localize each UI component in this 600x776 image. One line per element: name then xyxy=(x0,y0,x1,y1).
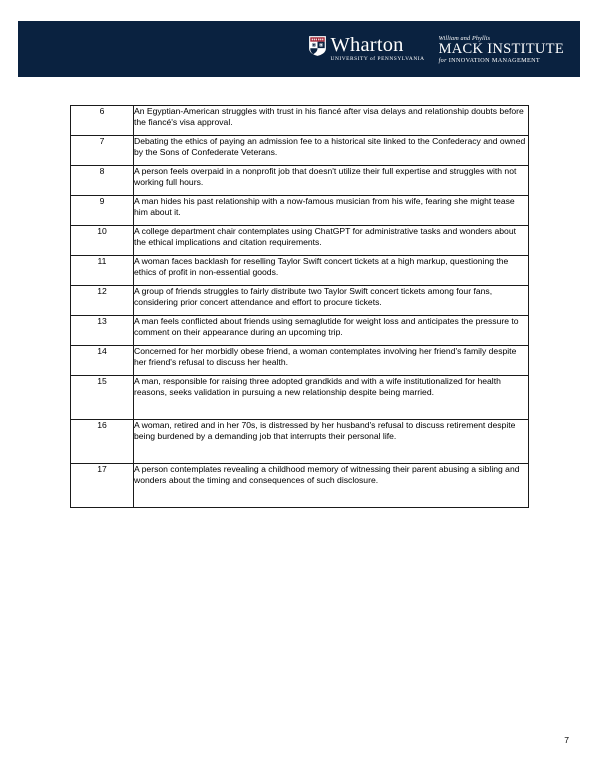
table-row xyxy=(71,136,529,166)
table-row xyxy=(71,226,529,256)
row-number-cell: 17 xyxy=(71,464,134,508)
row-description-cell: A group of friends struggles to fairly distribute two Taylor Swift concert tickets among four fans, considering prior concert attendance and effort to procure tickets. xyxy=(134,286,529,316)
table-row xyxy=(71,316,529,346)
row-description-cell: Debating the ethics of paying an admission fee to a historical site linked to the Confederacy and owned by the Sons of Confederate Veterans. xyxy=(134,136,529,166)
row-description-cell: A man hides his past relationship with a now-famous musician from his wife, fearing she might tease him about it. xyxy=(134,196,529,226)
wharton-subtitle: UNIVERSITY of PENNSYLVANIA xyxy=(330,56,425,62)
table-row xyxy=(71,106,529,136)
row-description-cell: A man, responsible for raising three adopted grandkids and with a wife institutionalized for health reasons, seeks validation in pursuing a new relationship despite being married. xyxy=(134,376,529,420)
page-number: 7 xyxy=(564,735,569,745)
row-description-cell: A college department chair contemplates using ChatGPT for administrative tasks and wonders about the ethical implications and citation requirements. xyxy=(134,226,529,256)
row-description-cell: An Egyptian-American struggles with trust in his fiancé after visa delays and relationship doubts before the fiancé's visa approval. xyxy=(134,106,529,136)
row-description-cell: A person feels overpaid in a nonprofit job that doesn't utilize their full expertise and struggles with not working full hours. xyxy=(134,166,529,196)
row-number-cell: 7 xyxy=(71,136,134,166)
row-number-cell: 15 xyxy=(71,376,134,420)
table-row xyxy=(71,166,529,196)
table-row xyxy=(71,420,529,464)
mack-subtitle xyxy=(439,57,564,65)
table-row xyxy=(71,286,529,316)
wharton-wordmark xyxy=(331,35,425,63)
row-number-cell: 16 xyxy=(71,420,134,464)
row-description-cell: A person contemplates revealing a childhood memory of witnessing their parent abusing a sibling and wonders about the timing and consequences of such disclosure. xyxy=(134,464,529,508)
penn-shield-icon xyxy=(309,36,326,56)
mack-subtitle-for: for xyxy=(438,56,447,64)
mack-institute-logo xyxy=(439,34,564,65)
row-number-cell: 8 xyxy=(71,166,134,196)
row-description-cell: Concerned for her morbidly obese friend, a woman contemplates involving her friend's family despite her friend's refusal to discuss her health. xyxy=(134,346,529,376)
wharton-name: Wharton xyxy=(330,34,404,56)
wharton-logo xyxy=(309,35,425,63)
table-row xyxy=(71,196,529,226)
row-number-cell: 6 xyxy=(71,106,134,136)
row-number-cell: 13 xyxy=(71,316,134,346)
row-number-cell: 14 xyxy=(71,346,134,376)
table-row xyxy=(71,346,529,376)
scenario-table xyxy=(70,105,529,508)
mack-name: MACK INSTITUTE xyxy=(438,40,564,57)
table-row xyxy=(71,464,529,508)
mack-subtitle-rest: INNOVATION MANAGEMENT xyxy=(448,56,541,64)
row-number-cell: 10 xyxy=(71,226,134,256)
row-number-cell: 12 xyxy=(71,286,134,316)
row-description-cell: A woman, retired and in her 70s, is distressed by her husband's refusal to discuss retirement despite being burdened by a demanding job that interrupts their personal life. xyxy=(134,420,529,464)
table-row xyxy=(71,376,529,420)
row-description-cell: A man feels conflicted about friends using semaglutide for weight loss and anticipates the pressure to comment on their appearance during an upcoming trip. xyxy=(134,316,529,346)
scenario-table-body xyxy=(71,106,529,508)
row-number-cell: 11 xyxy=(71,256,134,286)
wharton-mack-logo-lockup xyxy=(309,34,565,65)
row-number-cell: 9 xyxy=(71,196,134,226)
row-description-cell: A woman faces backlash for reselling Taylor Swift concert tickets at a high markup, questioning the ethics of profit in non-essential goods. xyxy=(134,256,529,286)
table-row xyxy=(71,256,529,286)
header-band xyxy=(18,21,580,77)
mack-eyebrow: William and Phyllis xyxy=(438,34,491,42)
